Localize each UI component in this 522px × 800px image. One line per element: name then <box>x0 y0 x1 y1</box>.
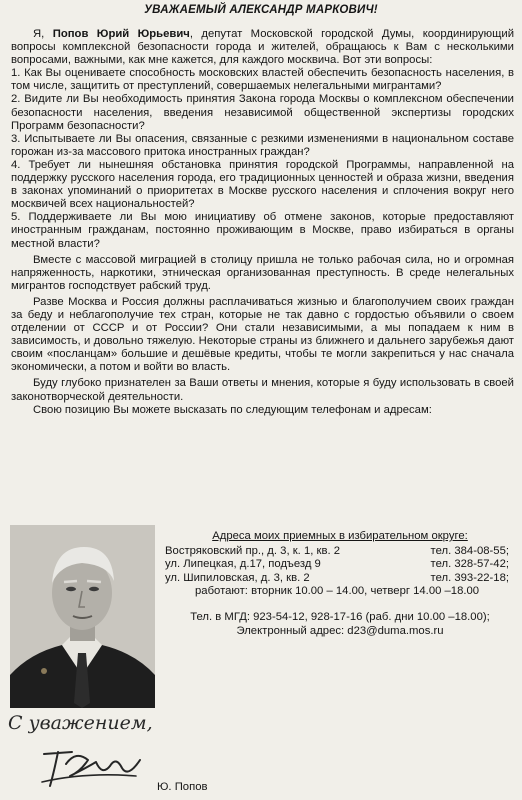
intro-rest: , депутат Московской городской Думы, координирующий вопросы комплексной безопасности города и жителей, обращаюсь к Вам с несколькими вопросами, важными, как мне кажется, для каждого москвича. Вот эти вопросы: <box>11 28 515 67</box>
portrait-photo <box>10 525 155 708</box>
author-name: Попов Юрий Юрьевич <box>52 28 190 40</box>
phone-text: тел. 393-22-18; <box>430 571 509 584</box>
address-text: ул. Шипиловская, д. 3, кв. 2 <box>165 571 310 584</box>
phone-text: тел. 328-57-42; <box>430 558 509 571</box>
question-4: 4. Требует ли нынешняя обстановка принятия городской Программы, направленной на поддержку русского населения города, его традиционных ценностей и образа жизни, введения в законах упоминаний о приоритетах в Москве русского населения и сплочения вокруг него москвичей всех национальностей? <box>11 158 514 211</box>
letter-body <box>11 28 514 417</box>
question-1: 1. Как Вы оцениваете способность московских властей обеспечить безопасность населения, в том числе, защитить от преступлений, совершаемых нелегальными мигрантами? <box>11 67 514 93</box>
contacts-block <box>165 530 515 638</box>
address-row <box>165 545 515 559</box>
paragraph-migration: Вместе с массовой миграцией в столицу пришла не только рабочая сила, но и огромная напряженность, наркотики, этническая организованная преступность. В среде нелегальных мигрантов господствует рабский труд. <box>11 253 514 292</box>
intro-prefix: Я, <box>33 28 53 40</box>
salutation: УВАЖАЕМЫЙ АЛЕКСАНДР МАРКОВИЧ! <box>144 4 378 16</box>
handwritten-signature <box>36 742 146 797</box>
paragraph-contact-invite: Свою позицию Вы можете высказать по следующим телефонам и адресам: <box>33 403 432 416</box>
address-row <box>165 572 515 586</box>
address-row <box>165 558 515 572</box>
address-text: ул. Липецкая, д.17, подъезд 9 <box>165 558 321 571</box>
mgd-phones: Тел. в МГД: 923-54-12, 928-17-16 (раб. дни 10.00 –18.00); <box>190 610 490 623</box>
paragraph-moscow-russia: Разве Москва и Россия должны расплачиваться жизнью и благополучием своих граждан за беду и неблагополучие тех стран, которые не так давно с гордостью объявили о своем отделении от СССР и от России? Они стали независимыми, а мы попадаем к ним в зависимость, и довольно тяжелую. Некоторые страны из ближнего и дальнего зарубежья дают своим «посланцам» большие и дешёвые кредиты, чтобы те могли закрепиться у нас сначала экономически, а потом и войти во власть. <box>11 295 514 374</box>
question-2: 2. Видите ли Вы необходимость принятия Закона города Москвы о комплексном обеспечении безопасности населения, введения независимой общественной экспертизы городских Программ безопасности? <box>11 93 514 132</box>
email-address: Электронный адрес: d23@duma.mos.ru <box>236 624 444 637</box>
question-3: 3. Испытываете ли Вы опасения, связанные с резкими изменениями в национальном составе горожан из-за массового притока иностранных граждан? <box>11 132 514 158</box>
intro-paragraph <box>11 28 514 67</box>
signer-name: Ю. Попов <box>157 781 208 793</box>
phone-text: тел. 384-08-55; <box>430 544 509 557</box>
address-text: Востряковский пр., д. 3, к. 1, кв. 2 <box>165 544 341 557</box>
handwritten-closing: С уважением, <box>8 712 153 734</box>
contacts-heading: Адреса моих приемных в избирательном округе: <box>212 530 468 542</box>
office-hours: работают: вторник 10.00 – 14.00, четверг 14.00 –18.00 <box>195 585 480 598</box>
paragraph-gratitude: Буду глубоко признателен за Ваши ответы и мнения, которые я буду использовать в своей законотворческой деятельности. <box>11 377 514 403</box>
question-5: 5. Поддерживаете ли Вы мою инициативу об отмене законов, которые предоставляют иностранным гражданам, постоянно проживающим в Москве, право избираться в органы местной власти? <box>11 211 514 250</box>
